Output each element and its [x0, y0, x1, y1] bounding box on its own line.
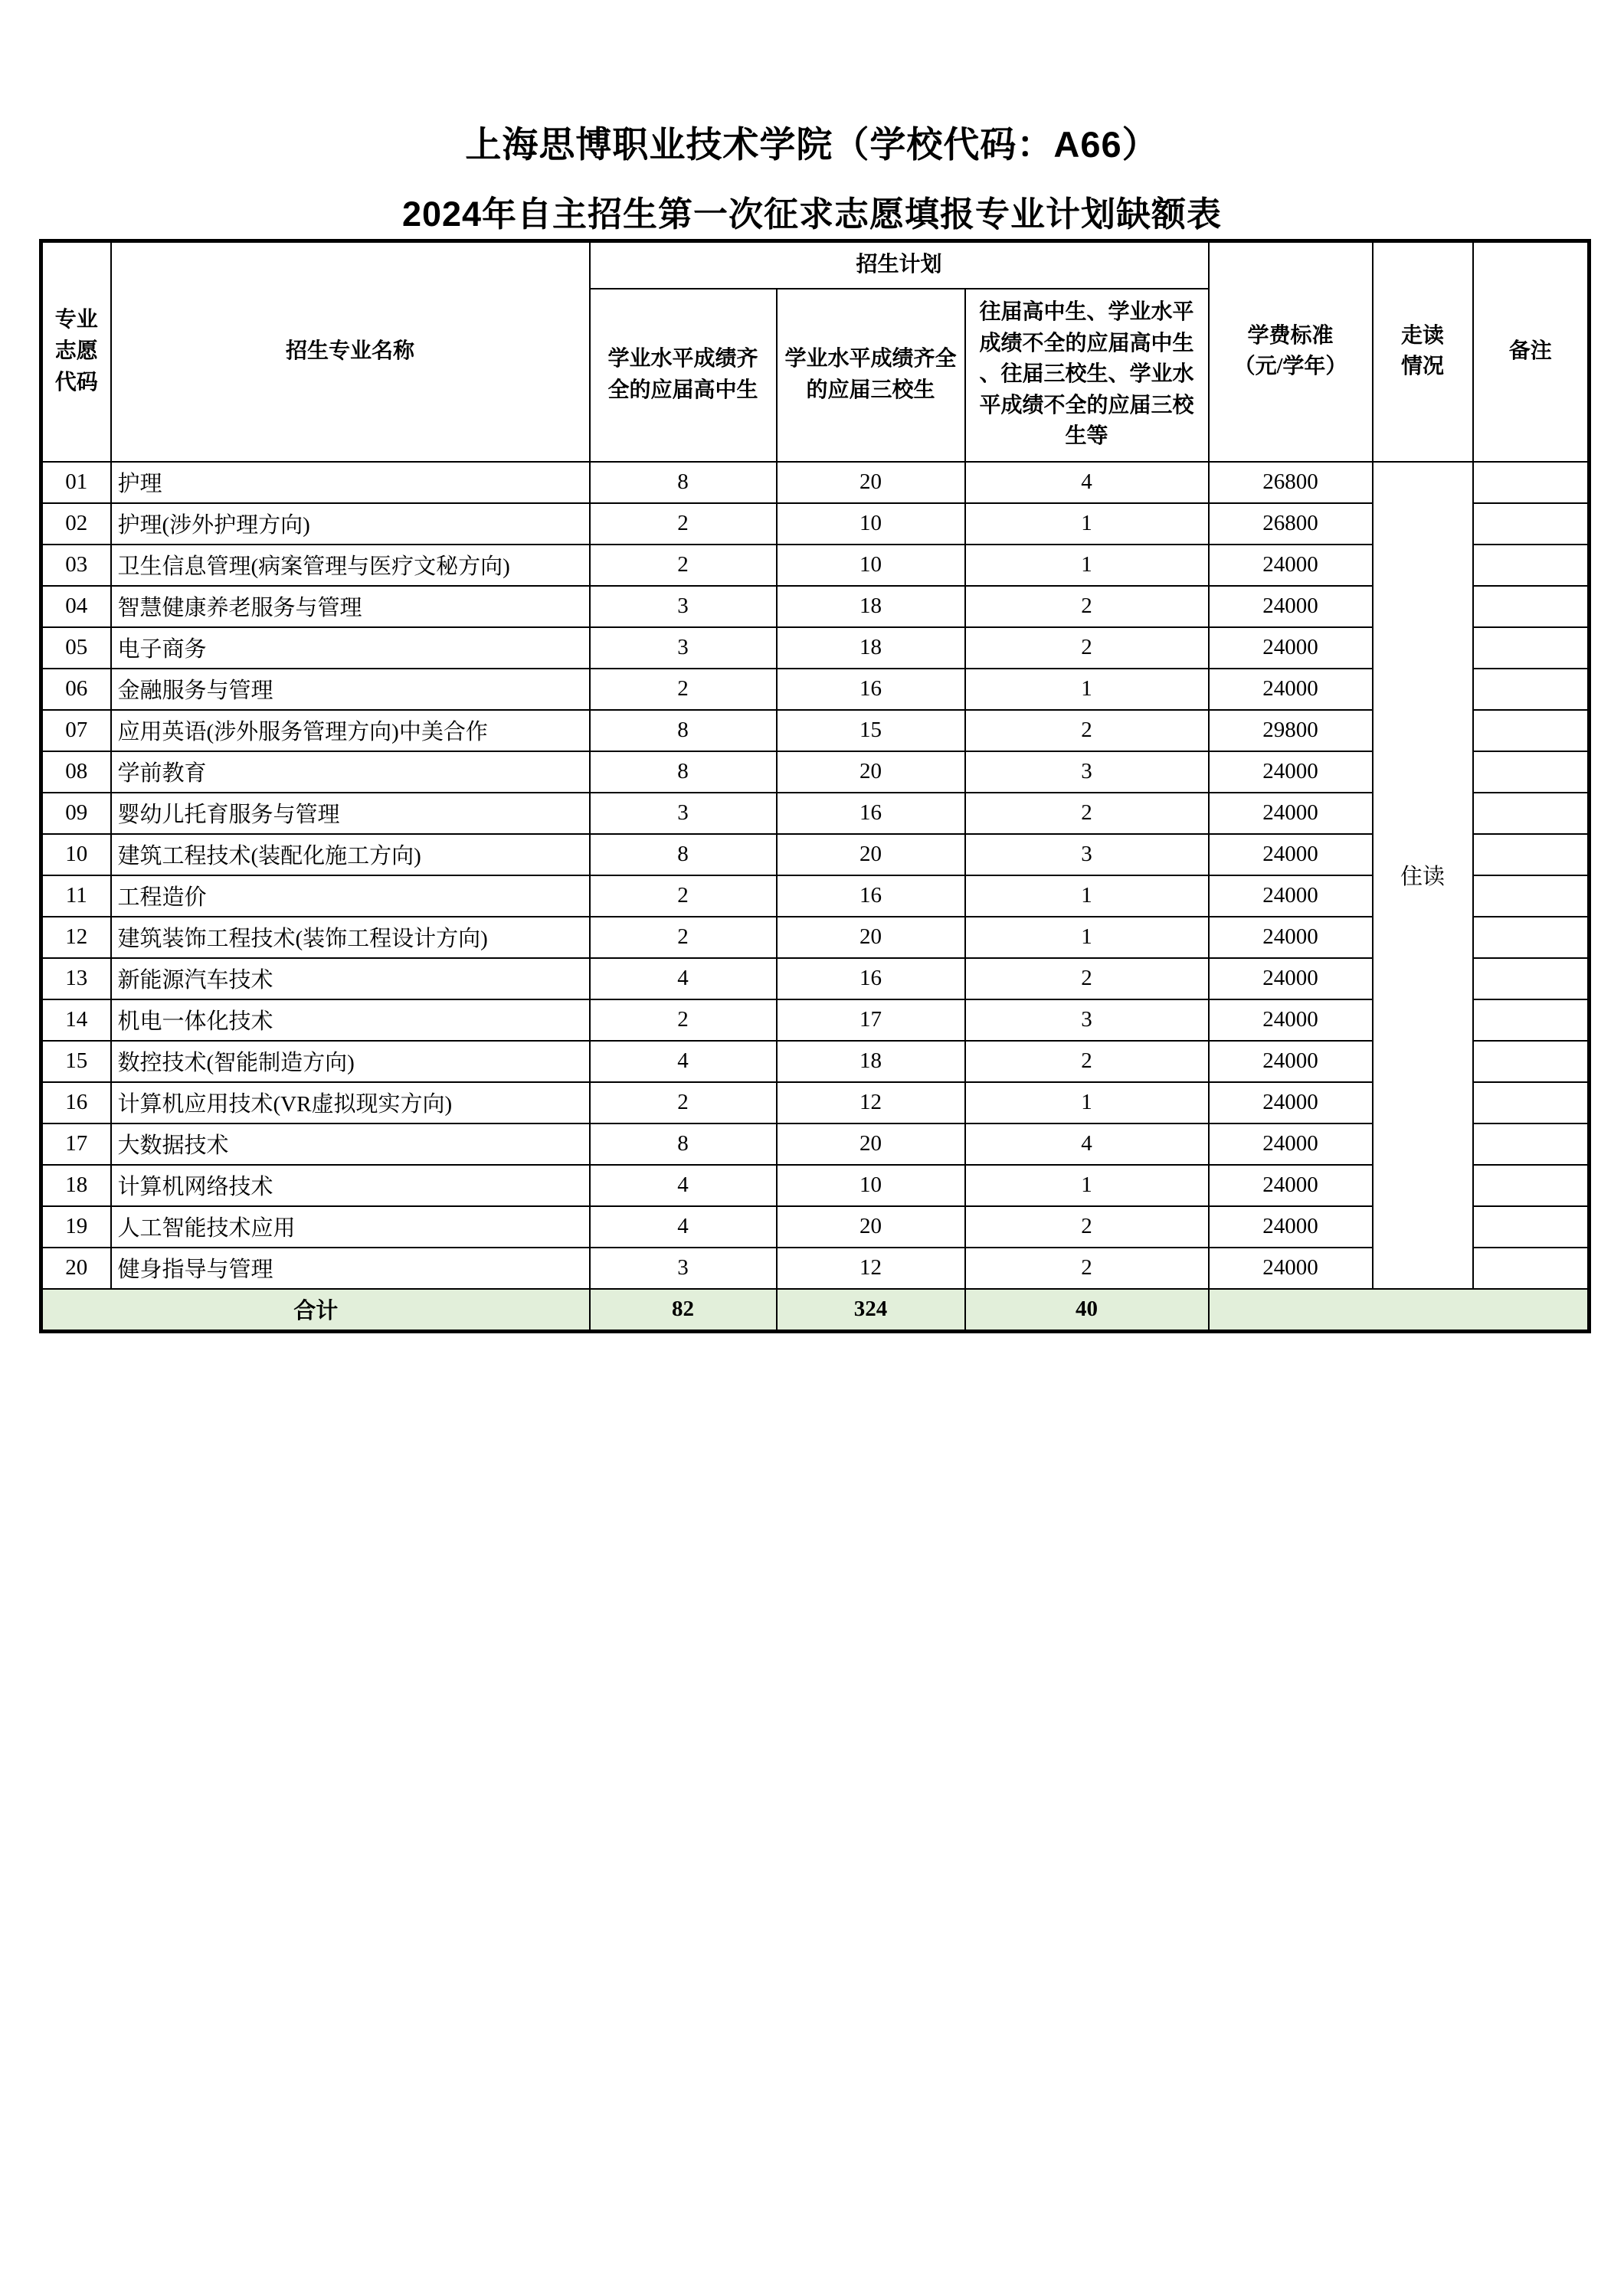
cell-plan-others: 2 — [965, 958, 1209, 999]
table-row — [41, 462, 1590, 503]
cell-remark — [1473, 545, 1590, 586]
cell-plan-others: 4 — [965, 1123, 1209, 1165]
table-row — [41, 751, 1590, 793]
header-major-name: 招生专业名称 — [111, 241, 590, 462]
cell-major-name: 金融服务与管理 — [111, 669, 590, 710]
cell-remark — [1473, 1248, 1590, 1289]
cell-plan-fresh-vocational: 12 — [777, 1248, 965, 1289]
cell-plan-fresh-highschool: 8 — [590, 1123, 777, 1165]
table-row — [41, 1248, 1590, 1289]
header-residence-line2: 情况 — [1400, 355, 1444, 379]
cell-remark — [1473, 1082, 1590, 1123]
cell-code: 20 — [41, 1248, 111, 1289]
cell-fee: 24000 — [1209, 669, 1373, 710]
cell-plan-others: 3 — [965, 751, 1209, 793]
cell-code: 02 — [41, 503, 111, 545]
cell-fee: 24000 — [1209, 875, 1373, 917]
cell-remark — [1473, 503, 1590, 545]
page-title: 上海思博职业技术学院（学校代码：A66） — [465, 124, 1159, 165]
cell-plan-fresh-vocational: 10 — [777, 545, 965, 586]
cell-remark — [1473, 875, 1590, 917]
page-subtitle: 2024年自主招生第一次征求志愿填报专业计划缺额表 — [401, 195, 1223, 234]
cell-plan-fresh-highschool: 8 — [590, 462, 777, 503]
cell-major-name: 健身指导与管理 — [111, 1248, 590, 1289]
cell-code: 13 — [41, 958, 111, 999]
cell-fee: 24000 — [1209, 751, 1373, 793]
cell-plan-others: 2 — [965, 710, 1209, 751]
cell-fee: 24000 — [1209, 1041, 1373, 1082]
cell-remark — [1473, 958, 1590, 999]
cell-remark — [1473, 751, 1590, 793]
cell-fee: 24000 — [1209, 1082, 1373, 1123]
cell-major-name: 护理 — [111, 462, 590, 503]
cell-major-name: 学前教育 — [111, 751, 590, 793]
cell-plan-others: 1 — [965, 669, 1209, 710]
cell-code: 12 — [41, 917, 111, 958]
cell-fee: 24000 — [1209, 917, 1373, 958]
table-row — [41, 503, 1590, 545]
cell-code: 18 — [41, 1165, 111, 1206]
cell-remark — [1473, 999, 1590, 1041]
cell-major-name: 新能源汽车技术 — [111, 958, 590, 999]
cell-major-name: 电子商务 — [111, 627, 590, 669]
cell-plan-fresh-vocational: 18 — [777, 1041, 965, 1082]
cell-plan-fresh-highschool: 8 — [590, 834, 777, 875]
header-plan-group: 招生计划 — [590, 241, 1209, 289]
cell-plan-fresh-vocational: 20 — [777, 462, 965, 503]
table-row — [41, 834, 1590, 875]
cell-code: 01 — [41, 462, 111, 503]
cell-plan-fresh-highschool: 2 — [590, 875, 777, 917]
table-row — [41, 1041, 1590, 1082]
cell-plan-fresh-highschool: 4 — [590, 1041, 777, 1082]
table-row — [41, 917, 1590, 958]
cell-plan-fresh-highschool: 3 — [590, 1248, 777, 1289]
table-row — [41, 545, 1590, 586]
header-residence — [1373, 241, 1473, 462]
cell-remark — [1473, 710, 1590, 751]
cell-code: 06 — [41, 669, 111, 710]
cell-plan-others: 2 — [965, 586, 1209, 627]
cell-plan-fresh-vocational: 17 — [777, 999, 965, 1041]
cell-remark — [1473, 834, 1590, 875]
cell-fee: 24000 — [1209, 999, 1373, 1041]
table-body — [41, 462, 1590, 1289]
header-remark: 备注 — [1473, 241, 1590, 462]
cell-major-name: 智慧健康养老服务与管理 — [111, 586, 590, 627]
cell-plan-fresh-highschool: 2 — [590, 917, 777, 958]
cell-fee: 24000 — [1209, 1248, 1373, 1289]
table-row — [41, 999, 1590, 1041]
cell-plan-others: 4 — [965, 462, 1209, 503]
cell-plan-fresh-vocational: 18 — [777, 586, 965, 627]
cell-plan-fresh-highschool: 8 — [590, 751, 777, 793]
cell-remark — [1473, 462, 1590, 503]
cell-remark — [1473, 669, 1590, 710]
cell-code: 05 — [41, 627, 111, 669]
header-row-1 — [41, 241, 1590, 289]
cell-plan-fresh-highschool: 3 — [590, 793, 777, 834]
cell-remark — [1473, 586, 1590, 627]
table-row — [41, 1206, 1590, 1248]
cell-fee: 24000 — [1209, 545, 1373, 586]
cell-fee: 24000 — [1209, 834, 1373, 875]
cell-plan-fresh-highschool: 2 — [590, 503, 777, 545]
cell-plan-fresh-highschool: 8 — [590, 710, 777, 751]
table-row — [41, 627, 1590, 669]
cell-plan-fresh-vocational: 20 — [777, 1123, 965, 1165]
cell-code: 09 — [41, 793, 111, 834]
cell-plan-fresh-vocational: 10 — [777, 503, 965, 545]
cell-major-name: 应用英语(涉外服务管理方向)中美合作 — [111, 710, 590, 751]
cell-plan-fresh-vocational: 16 — [777, 958, 965, 999]
cell-code: 08 — [41, 751, 111, 793]
cell-code: 10 — [41, 834, 111, 875]
total-empty-cell — [1209, 1289, 1590, 1332]
table-row — [41, 586, 1590, 627]
header-code-line2: 志愿 — [54, 339, 98, 363]
cell-plan-fresh-vocational: 15 — [777, 710, 965, 751]
cell-code: 04 — [41, 586, 111, 627]
total-row — [41, 1289, 1590, 1332]
cell-plan-fresh-vocational: 20 — [777, 917, 965, 958]
total-fresh-vocational: 324 — [777, 1289, 965, 1332]
cell-plan-fresh-vocational: 20 — [777, 751, 965, 793]
cell-fee: 24000 — [1209, 793, 1373, 834]
cell-plan-others: 2 — [965, 1248, 1209, 1289]
cell-remark — [1473, 1165, 1590, 1206]
cell-plan-fresh-highschool: 2 — [590, 669, 777, 710]
header-plan-others: 往届高中生、学业水平成绩不全的应届高中生、往届三校生、学业水平成绩不全的应届三校生等 — [965, 289, 1209, 462]
cell-plan-others: 1 — [965, 875, 1209, 917]
cell-plan-others: 1 — [965, 545, 1209, 586]
cell-major-name: 数控技术(智能制造方向) — [111, 1041, 590, 1082]
header-plan-fresh-vocational: 学业水平成绩齐全的应届三校生 — [777, 289, 965, 462]
cell-plan-fresh-vocational: 20 — [777, 1206, 965, 1248]
cell-fee: 24000 — [1209, 1206, 1373, 1248]
cell-plan-fresh-vocational: 16 — [777, 875, 965, 917]
cell-fee: 24000 — [1209, 1165, 1373, 1206]
cell-code: 03 — [41, 545, 111, 586]
header-fee-line1: 学费标准 — [1247, 323, 1334, 348]
cell-major-name: 人工智能技术应用 — [111, 1206, 590, 1248]
cell-major-name: 卫生信息管理(病案管理与医疗文秘方向) — [111, 545, 590, 586]
cell-remark — [1473, 793, 1590, 834]
cell-plan-others: 1 — [965, 1165, 1209, 1206]
cell-remark — [1473, 1123, 1590, 1165]
cell-remark — [1473, 627, 1590, 669]
cell-plan-others: 2 — [965, 627, 1209, 669]
cell-code: 19 — [41, 1206, 111, 1248]
header-code-line3: 代码 — [54, 370, 98, 394]
header-fee — [1209, 241, 1373, 462]
cell-code: 14 — [41, 999, 111, 1041]
cell-plan-fresh-vocational: 12 — [777, 1082, 965, 1123]
cell-fee: 24000 — [1209, 586, 1373, 627]
cell-plan-others: 2 — [965, 1041, 1209, 1082]
cell-plan-fresh-vocational: 10 — [777, 1165, 965, 1206]
table-row — [41, 710, 1590, 751]
residence-merged-cell: 住读 — [1373, 462, 1473, 1289]
total-label: 合计 — [41, 1289, 590, 1332]
header-residence-line1: 走读 — [1400, 323, 1444, 348]
header-plan-fresh-highschool: 学业水平成绩齐全的应届高中生 — [590, 289, 777, 462]
cell-plan-others: 1 — [965, 1082, 1209, 1123]
cell-major-name: 计算机网络技术 — [111, 1165, 590, 1206]
table-row — [41, 669, 1590, 710]
cell-major-name: 大数据技术 — [111, 1123, 590, 1165]
cell-code: 17 — [41, 1123, 111, 1165]
total-fresh-highschool: 82 — [590, 1289, 777, 1332]
cell-code: 16 — [41, 1082, 111, 1123]
cell-major-name: 婴幼儿托育服务与管理 — [111, 793, 590, 834]
cell-major-name: 护理(涉外护理方向) — [111, 503, 590, 545]
total-others: 40 — [965, 1289, 1209, 1332]
table-row — [41, 1082, 1590, 1123]
table-row — [41, 1123, 1590, 1165]
cell-plan-others: 2 — [965, 793, 1209, 834]
cell-fee: 24000 — [1209, 627, 1373, 669]
cell-plan-others: 1 — [965, 503, 1209, 545]
cell-code: 11 — [41, 875, 111, 917]
enrollment-table — [39, 239, 1591, 1333]
header-fee-line2: （元/学年） — [1233, 355, 1347, 379]
cell-plan-fresh-highschool: 3 — [590, 627, 777, 669]
cell-code: 15 — [41, 1041, 111, 1082]
table-row — [41, 793, 1590, 834]
cell-code: 07 — [41, 710, 111, 751]
cell-plan-others: 3 — [965, 834, 1209, 875]
cell-plan-others: 2 — [965, 1206, 1209, 1248]
cell-major-name: 计算机应用技术(VR虚拟现实方向) — [111, 1082, 590, 1123]
table-row — [41, 875, 1590, 917]
cell-plan-fresh-vocational: 18 — [777, 627, 965, 669]
cell-plan-others: 3 — [965, 999, 1209, 1041]
table-row — [41, 958, 1590, 999]
table-row — [41, 1165, 1590, 1206]
cell-fee: 26800 — [1209, 462, 1373, 503]
cell-plan-fresh-highschool: 4 — [590, 1206, 777, 1248]
cell-fee: 24000 — [1209, 958, 1373, 999]
cell-plan-others: 1 — [965, 917, 1209, 958]
cell-major-name: 建筑工程技术(装配化施工方向) — [111, 834, 590, 875]
header-code — [41, 241, 111, 462]
cell-fee: 29800 — [1209, 710, 1373, 751]
cell-plan-fresh-highschool: 3 — [590, 586, 777, 627]
cell-plan-fresh-vocational: 20 — [777, 834, 965, 875]
cell-plan-fresh-highschool: 2 — [590, 999, 777, 1041]
header-code-line1: 专业 — [54, 308, 98, 332]
cell-major-name: 工程造价 — [111, 875, 590, 917]
cell-plan-fresh-highschool: 2 — [590, 1082, 777, 1123]
cell-fee: 24000 — [1209, 1123, 1373, 1165]
cell-plan-fresh-highschool: 4 — [590, 1165, 777, 1206]
cell-plan-fresh-vocational: 16 — [777, 793, 965, 834]
cell-plan-fresh-highschool: 4 — [590, 958, 777, 999]
cell-remark — [1473, 1041, 1590, 1082]
cell-remark — [1473, 917, 1590, 958]
cell-major-name: 机电一体化技术 — [111, 999, 590, 1041]
cell-fee: 26800 — [1209, 503, 1373, 545]
cell-major-name: 建筑装饰工程技术(装饰工程设计方向) — [111, 917, 590, 958]
cell-plan-fresh-highschool: 2 — [590, 545, 777, 586]
cell-remark — [1473, 1206, 1590, 1248]
cell-plan-fresh-vocational: 16 — [777, 669, 965, 710]
